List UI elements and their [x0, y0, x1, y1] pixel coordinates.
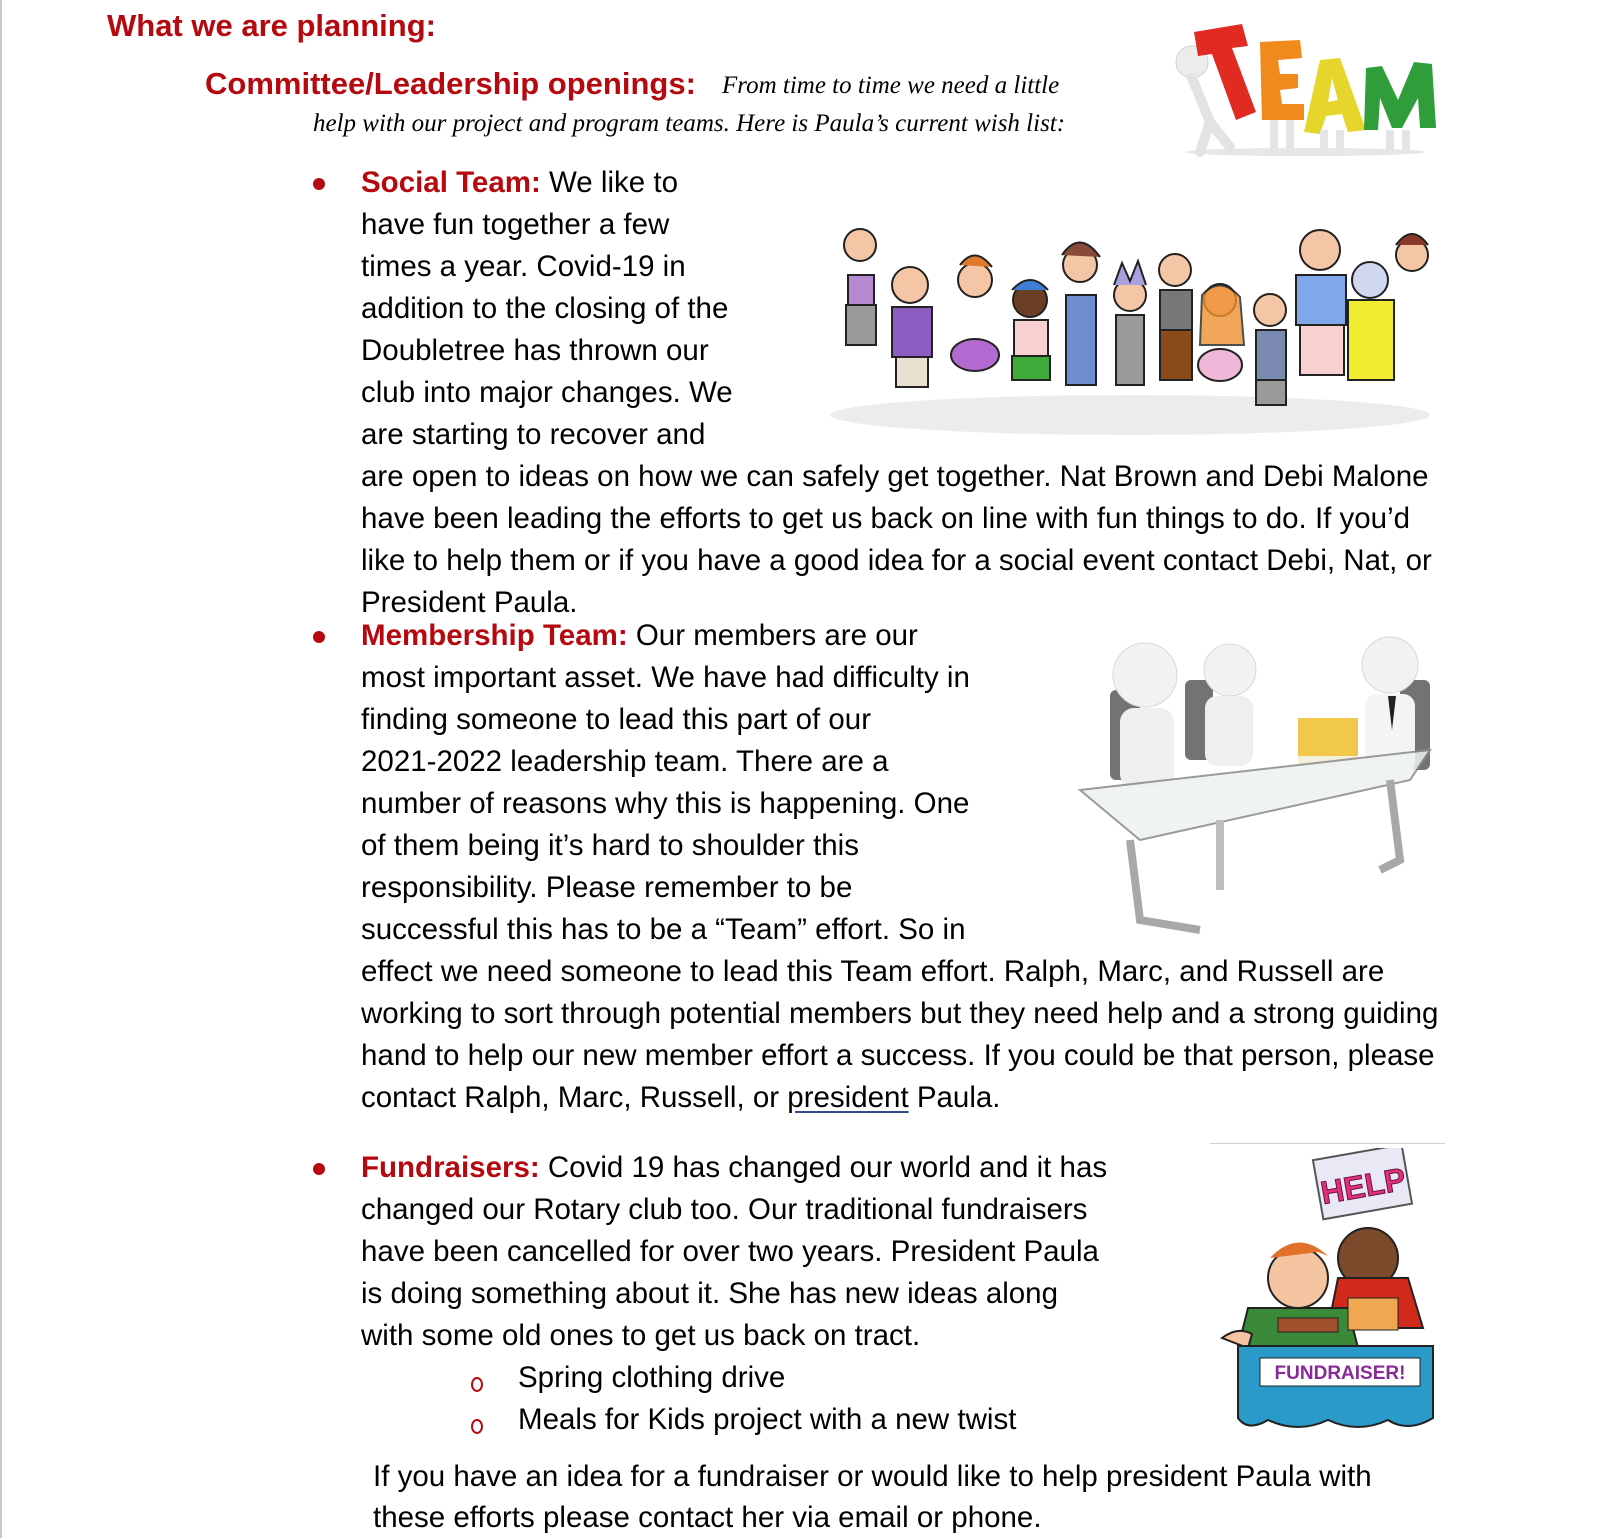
membership-line-0: Membership Team: Our members are our	[361, 619, 918, 652]
fundraisers-line-2: have been cancelled for over two years. President Paula	[361, 1235, 1099, 1268]
svg-text:HELP: HELP	[1318, 1160, 1409, 1211]
closing-line-1: these efforts please contact her via email or phone.	[373, 1501, 1042, 1534]
social-line-1: have fun together a few	[361, 208, 670, 241]
team-letters-image	[1170, 12, 1440, 157]
fundraisers-line-3: is doing something about it. She has new ideas along	[361, 1277, 1058, 1310]
section-heading: What we are planning:	[107, 8, 436, 43]
social-line-8: have been leading the efforts to get us back on line with fun things to do. If you’d	[361, 502, 1411, 535]
bullet-fundraisers	[313, 1163, 325, 1175]
bullet-membership	[313, 631, 325, 643]
fundraiser-item-0: Spring clothing drive	[518, 1361, 786, 1394]
membership-line-4: number of reasons why this is happening. One	[361, 787, 970, 820]
membership-line-11: contact Ralph, Marc, Russell, or president Paula.	[361, 1081, 1001, 1114]
sub-bullet-0	[471, 1377, 483, 1392]
bullet-social	[313, 178, 325, 190]
membership-line-9: working to sort through potential members but they need help and a strong guiding	[361, 997, 1439, 1030]
social-line-5: club into major changes. We	[361, 376, 733, 409]
membership-line-7: successful this has to be a “Team” effort. So in	[361, 913, 966, 946]
president-link[interactable]: president	[787, 1081, 909, 1114]
membership-line-6: responsibility. Please remember to be	[361, 871, 853, 904]
social-line-6: are starting to recover and	[361, 418, 706, 451]
membership-team-label: Membership Team:	[361, 619, 628, 652]
social-team-label: Social Team:	[361, 166, 541, 199]
meeting-image	[1070, 630, 1450, 950]
svg-text:FUNDRAISER!: FUNDRAISER!	[1274, 1363, 1406, 1384]
fundraisers-line-0: Fundraisers: Covid 19 has changed our world and it has	[361, 1151, 1108, 1184]
fundraisers-line-4: with some old ones to get us back on tract.	[361, 1319, 921, 1352]
membership-line-10: hand to help our new member effort a success. If you could be that person, please	[361, 1039, 1435, 1072]
committee-intro-line-1: From time to time we need a little	[722, 72, 1060, 99]
fundraisers-label: Fundraisers:	[361, 1151, 540, 1184]
fundraiser-item-1: Meals for Kids project with a new twist	[518, 1403, 1017, 1436]
social-line-4: Doubletree has thrown our	[361, 334, 709, 367]
social-line-7: are open to ideas on how we can safely get together. Nat Brown and Debi Malone	[361, 460, 1429, 493]
fundraiser-image	[1208, 1148, 1438, 1438]
social-line-10: President Paula.	[361, 586, 578, 619]
social-line-3: addition to the closing of the	[361, 292, 729, 325]
party-crowd-image	[800, 185, 1440, 445]
page-edge	[0, 0, 2, 1538]
membership-line-1: most important asset. We have had difficulty in	[361, 661, 970, 694]
image-frame-line	[1210, 1143, 1445, 1144]
social-line-2: times a year. Covid-19 in	[361, 250, 686, 283]
committee-heading: Committee/Leadership openings:	[205, 66, 696, 101]
membership-line-8: effect we need someone to lead this Team effort. Ralph, Marc, and Russell are	[361, 955, 1385, 988]
membership-line-5: of them being it’s hard to shoulder this	[361, 829, 859, 862]
membership-line-3: 2021-2022 leadership team. There are a	[361, 745, 889, 778]
committee-intro-line-2: help with our project and program teams. Here is Paula’s current wish list:	[313, 110, 1066, 137]
closing-line-0: If you have an idea for a fundraiser or would like to help president Paula with	[373, 1460, 1372, 1493]
fundraisers-line-1: changed our Rotary club too. Our traditional fundraisers	[361, 1193, 1088, 1226]
sub-bullet-1	[471, 1419, 483, 1434]
social-line-0: Social Team: We like to	[361, 166, 678, 199]
social-line-9: like to help them or if you have a good idea for a social event contact Debi, Nat, or	[361, 544, 1432, 577]
membership-line-2: finding someone to lead this part of our	[361, 703, 872, 736]
